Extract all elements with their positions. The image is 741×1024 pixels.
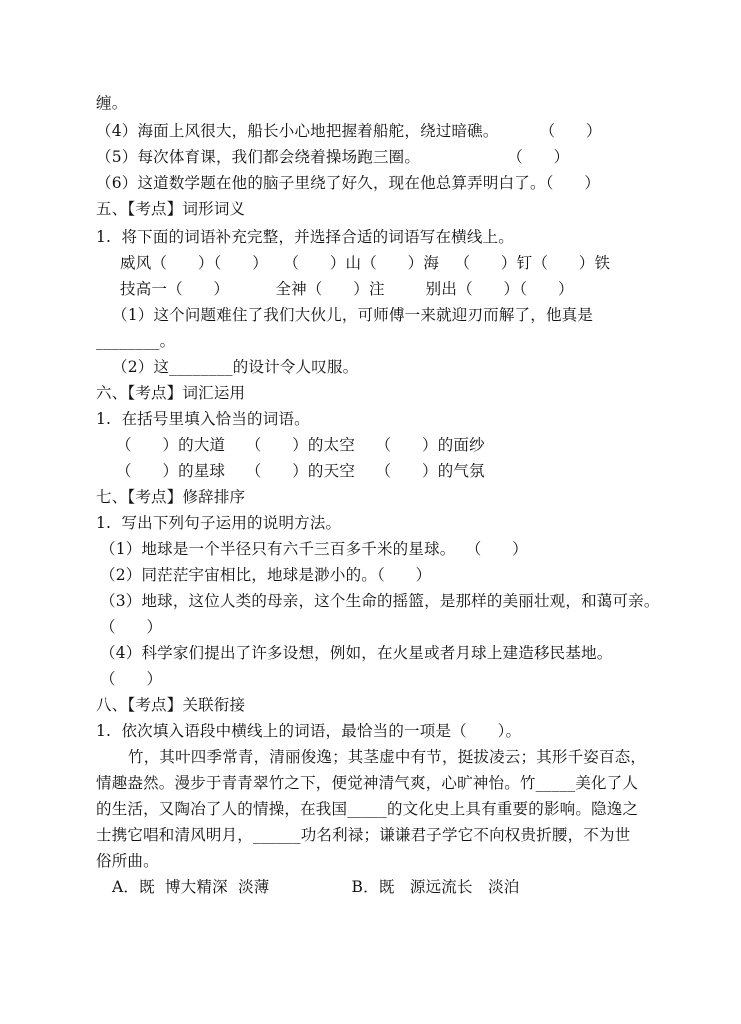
method-sentence-1: （1）地球是一个半径只有六千三百多千米的星球。 （ ） xyxy=(100,540,528,558)
passage-line-3: 的生活，又陶冶了人的情操，在我国_____的文化史上具有重要的影响。隐逸之 xyxy=(96,800,639,818)
method-sentence-3: （3）地球，这位人类的母亲，这个生命的摇篮，是那样的美丽壮观，和蔼可亲。 xyxy=(100,592,660,610)
fill-row-1: （ ）的大道 （ ）的太空 （ ）的面纱 xyxy=(116,436,485,454)
text-line-continuation: 缠。 xyxy=(96,94,128,112)
passage-line-5: 俗所曲。 xyxy=(96,852,159,870)
fill-row-2: （ ）的星球 （ ）的天空 （ ）的气氛 xyxy=(116,462,485,480)
idiom-sentence-2: （2）这________的设计令人叹服。 xyxy=(112,358,359,376)
idiom-row-2: 技高一（ ） 全神（ ）注 别出（ ）（ ） xyxy=(120,280,574,298)
section-7-instruction: 1. 写出下列句子运用的说明方法。 xyxy=(96,514,342,532)
answer-options: A．既 博大精深 淡薄 B．既 源远流长 淡泊 xyxy=(112,878,520,896)
method-sentence-4: （4）科学家们提出了许多设想，例如，在火星或者月球上建造移民基地。 xyxy=(100,644,613,662)
section-6-instruction: 1. 在括号里填入恰当的词语。 xyxy=(96,410,310,428)
section-5-heading: 五、【考点】词形词义 xyxy=(96,200,246,218)
section-7-heading: 七、【考点】修辞排序 xyxy=(96,488,246,506)
question-5-line: （5）每次体育课，我们都会绕着操场跑三圈。 （ ） xyxy=(96,148,570,166)
section-5-instruction: 1. 将下面的词语补充完整，并选择合适的词语写在横线上。 xyxy=(96,228,514,246)
method-sentence-3-answer: （ ） xyxy=(100,618,163,636)
idiom-sentence-1: （1）这个问题难住了我们大伙儿，可师傅一来就迎刃而解了，他真是 xyxy=(112,306,594,324)
idiom-row-1: 威风（ ）（ ） （ ）山（ ）海 （ ）钉（ ）铁 xyxy=(120,254,611,272)
section-8-instruction: 1. 依次填入语段中横线上的词语，最恰当的一项是（ ）。 xyxy=(96,722,522,740)
passage-line-1: 竹，其叶四季常青，清丽俊逸；其茎虚中有节，挺拔凌云；其形千姿百态， xyxy=(128,748,647,766)
idiom-sentence-1-blank: ________。 xyxy=(96,332,176,350)
passage-line-4: 士携它唱和清风明月，______功名利禄；谦谦君子学它不向权贵折腰，不为世 xyxy=(96,826,631,844)
section-6-heading: 六、【考点】词汇运用 xyxy=(96,384,246,402)
method-sentence-2: （2）同茫茫宇宙相比，地球是渺小的。（ ） xyxy=(100,566,432,584)
section-8-heading: 八、【考点】关联衔接 xyxy=(96,696,246,714)
question-6-line: （6）这道数学题在他的脑子里绕了好久，现在他总算弄明白了。（ ） xyxy=(96,174,601,192)
question-4-line: （4）海面上风很大，船长小心地把握着船舵，绕过暗礁。 （ ） xyxy=(96,122,602,140)
passage-line-2: 情趣盎然。漫步于青青翠竹之下，便觉神清气爽，心旷神怡。竹_____美化了人 xyxy=(96,774,639,792)
method-sentence-4-answer: （ ） xyxy=(100,670,163,688)
